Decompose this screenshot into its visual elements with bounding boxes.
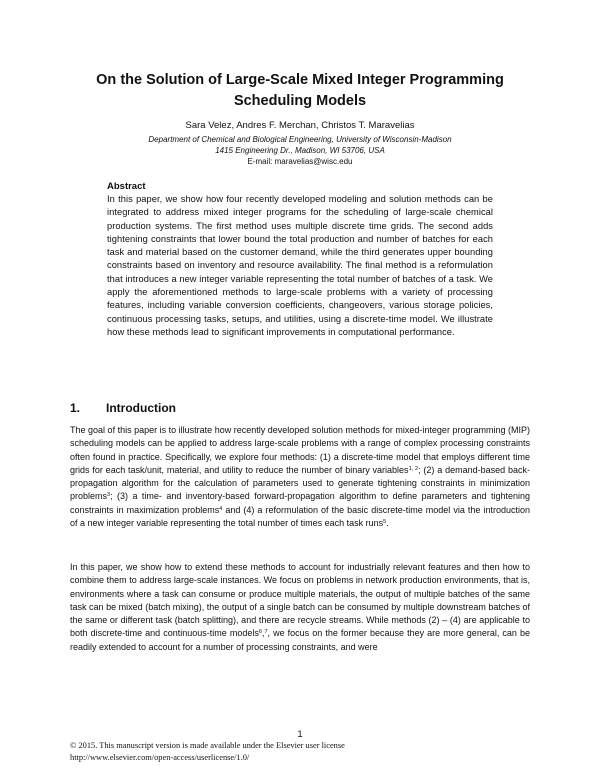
- license-footer: [70, 740, 540, 764]
- author-list: Sara Velez, Andres F. Merchan, Christos T. Maravelias: [185, 120, 415, 131]
- license-notice: © 2015. This manuscript version is made available under the Elsevier user license: [70, 741, 345, 750]
- citation-reference: 1, 2: [408, 465, 419, 472]
- citation-reference: 6: [258, 629, 262, 636]
- intro-paragraph-1: [70, 424, 530, 530]
- section-heading: [70, 400, 530, 416]
- abstract-heading: Abstract: [107, 181, 146, 192]
- paper-title: On the Solution of Large-Scale Mixed Integer Programming Scheduling Models: [96, 72, 504, 109]
- affiliation-department: Department of Chemical and Biological Engineering, University of Wisconsin-Madison: [148, 135, 452, 144]
- paragraph-text: .: [386, 517, 389, 528]
- license-url: http://www.elsevier.com/open-access/userlicense/1.0/: [70, 753, 250, 762]
- citation-reference: 7: [264, 629, 268, 636]
- citation-reference: 3: [107, 492, 111, 499]
- contact-email: E-mail: maravelias@wisc.edu: [247, 157, 353, 166]
- page-number: 1: [297, 729, 303, 740]
- paragraph-text: , we focus on the former because they are more general, can be readily extended to account for a number of processing constraints, and were: [70, 628, 530, 652]
- citation-reference: 5: [383, 518, 387, 525]
- citation-reference: 4: [219, 505, 223, 512]
- section-number: 1.: [70, 401, 81, 415]
- abstract-text: In this paper, we show how four recently developed modeling and solution methods can be integrated to address mixed integer programs for the scheduling of large-scale chemical production systems. The first method uses multiple discrete time grids. The second adds tightening constraints that lower bound the total production and number of batches for each task and material based on the customer demand, while the third generates upper bounding constraints based on inventory and resource availability. The final method is a reformulation that introduces a new integer variable representing the total number of batches of a task. We apply the aforementioned methods to large-scale problems with a variety of processing features, including variable conversion coefficients, changeovers, various storage policies, continuous processing tasks, setups, and utilities, using a discrete-time model. We illustrate how these methods lead to significant improvements in computational performance.: [107, 194, 493, 337]
- affiliation-address: 1415 Engineering Dr., Madison, WI 53706, USA: [215, 146, 385, 155]
- section-title: Introduction: [106, 401, 176, 415]
- affiliation-block: [90, 134, 510, 167]
- paragraph-text: The goal of this paper is to illustrate how recently developed solution methods for mixed-integer programming (MIP) scheduling models can be applied to address large-scale problems with a range of complex processing constraints often found in practice. Specifically, we explore four methods: (1) a discrete-time model that employs different time grids for each task/unit, material, and utility to reduce the number of binary variables: [70, 425, 530, 475]
- paragraph-text: ; (3) a time- and inventory-based forward-propagation algorithm to define parameters and tightening constraints in maximization problems: [70, 491, 530, 515]
- paragraph-text: ; (2) a demand-based back-propagation algorithm for the calculation of parameters used to generate tightening constraints in minimization problems: [70, 464, 530, 502]
- intro-paragraph-2: [70, 561, 530, 654]
- paragraph-text: ,: [261, 628, 265, 639]
- paragraph-text: In this paper, we show how to extend these methods to account for industrially relevant features and then how to combine them to address large-scale instances. We focus on problems in network production environments, that is, environments where a task can consume or produce multiple materials, the output of multiple batches of the same task can be mixed (batch mixing), the output of a single batch can be consumed by multiple downstream batches of the same or different task (batch splitting), and there are recycle streams. While methods (2) – (4) are applicable to both discrete-time and continuous-time models: [70, 562, 530, 639]
- paragraph-text: and (4) a reformulation of the basic discrete-time model via the introduction of a new integer variable representing the total number of times each task runs: [70, 504, 530, 528]
